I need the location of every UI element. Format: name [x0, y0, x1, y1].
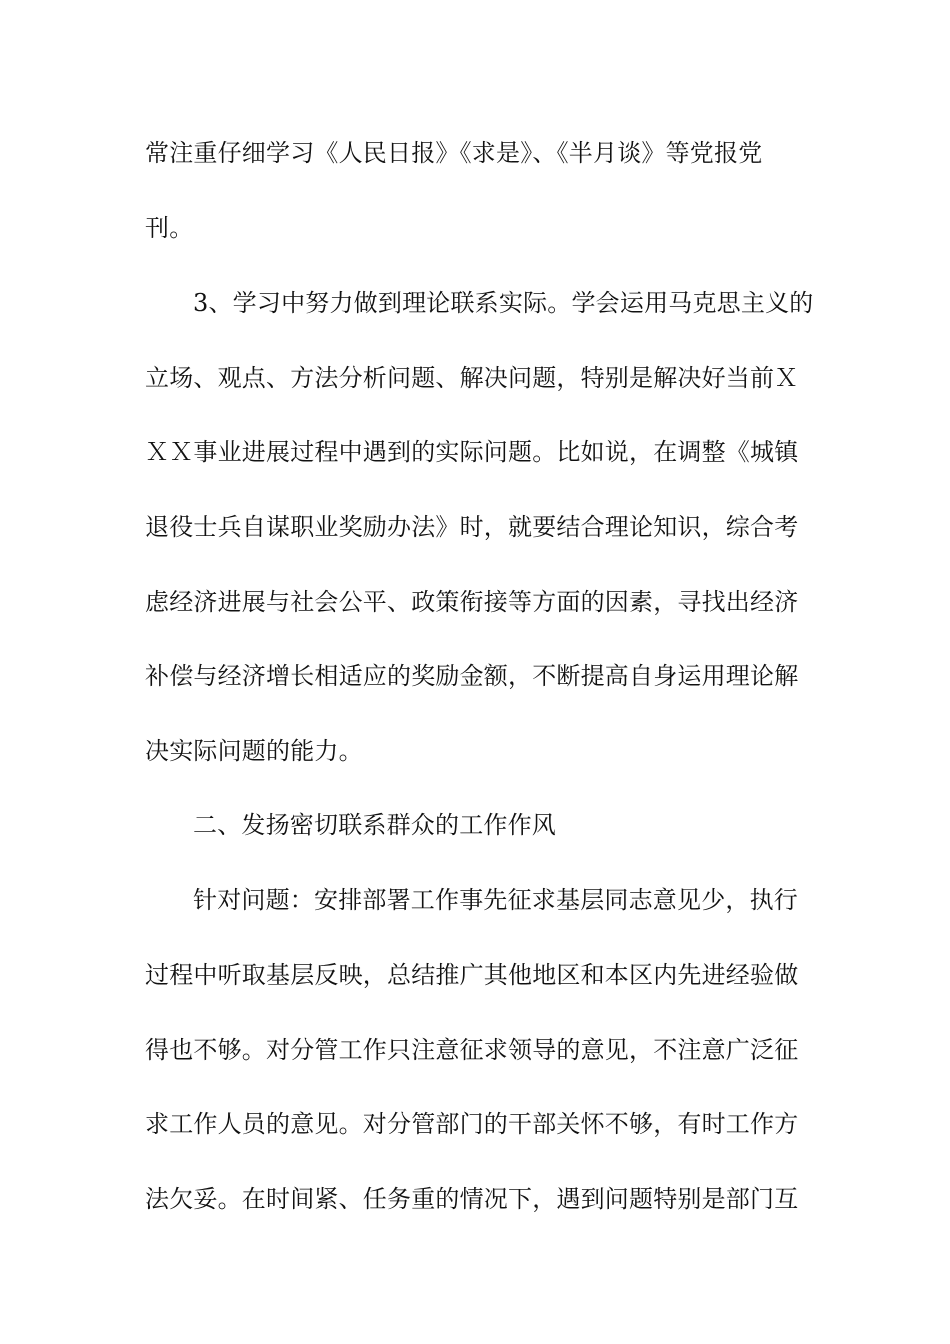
text-line-5: ＸＸ事业进展过程中遇到的实际问题。比如说，在调整《城镇: [145, 438, 799, 466]
text-line-15: 法欠妥。在时间紧、任务重的情况下，遇到问题特别是部门互: [145, 1185, 799, 1213]
text-line-8: 补偿与经济增长相适应的奖励金额，不断提高自身运用理论解: [145, 662, 799, 690]
text-line-12: 过程中听取基层反映，总结推广其他地区和本区内先进经验做: [145, 961, 799, 989]
text-line-13: 得也不够。对分管工作只注意征求领导的意见，不注意广泛征: [145, 1036, 799, 1064]
text-line-1: 常注重仔细学习《人民日报》《求是》、《半月谈》等党报党: [145, 139, 763, 167]
text-line-11: 针对问题：安排部署工作事先征求基层同志意见少，执行: [193, 886, 798, 914]
text-line-3: 3、学习中努力做到理论联系实际。学会运用马克思主义的: [193, 289, 814, 317]
text-line-7: 虑经济进展与社会公平、政策衔接等方面的因素，寻找出经济: [145, 588, 799, 616]
text-line-2: 刊。: [145, 214, 194, 242]
text-line-4: 立场、观点、方法分析问题、解决问题，特别是解决好当前Ｘ: [145, 364, 799, 392]
text-line-9: 决实际问题的能力。: [145, 737, 363, 765]
text-line-14: 求工作人员的意见。对分管部门的干部关怀不够，有时工作方: [145, 1110, 799, 1138]
section-heading: 二、发扬密切联系群众的工作作风: [193, 811, 556, 839]
text-line-6: 退役士兵自谋职业奖励办法》时，就要结合理论知识，综合考: [145, 513, 799, 541]
